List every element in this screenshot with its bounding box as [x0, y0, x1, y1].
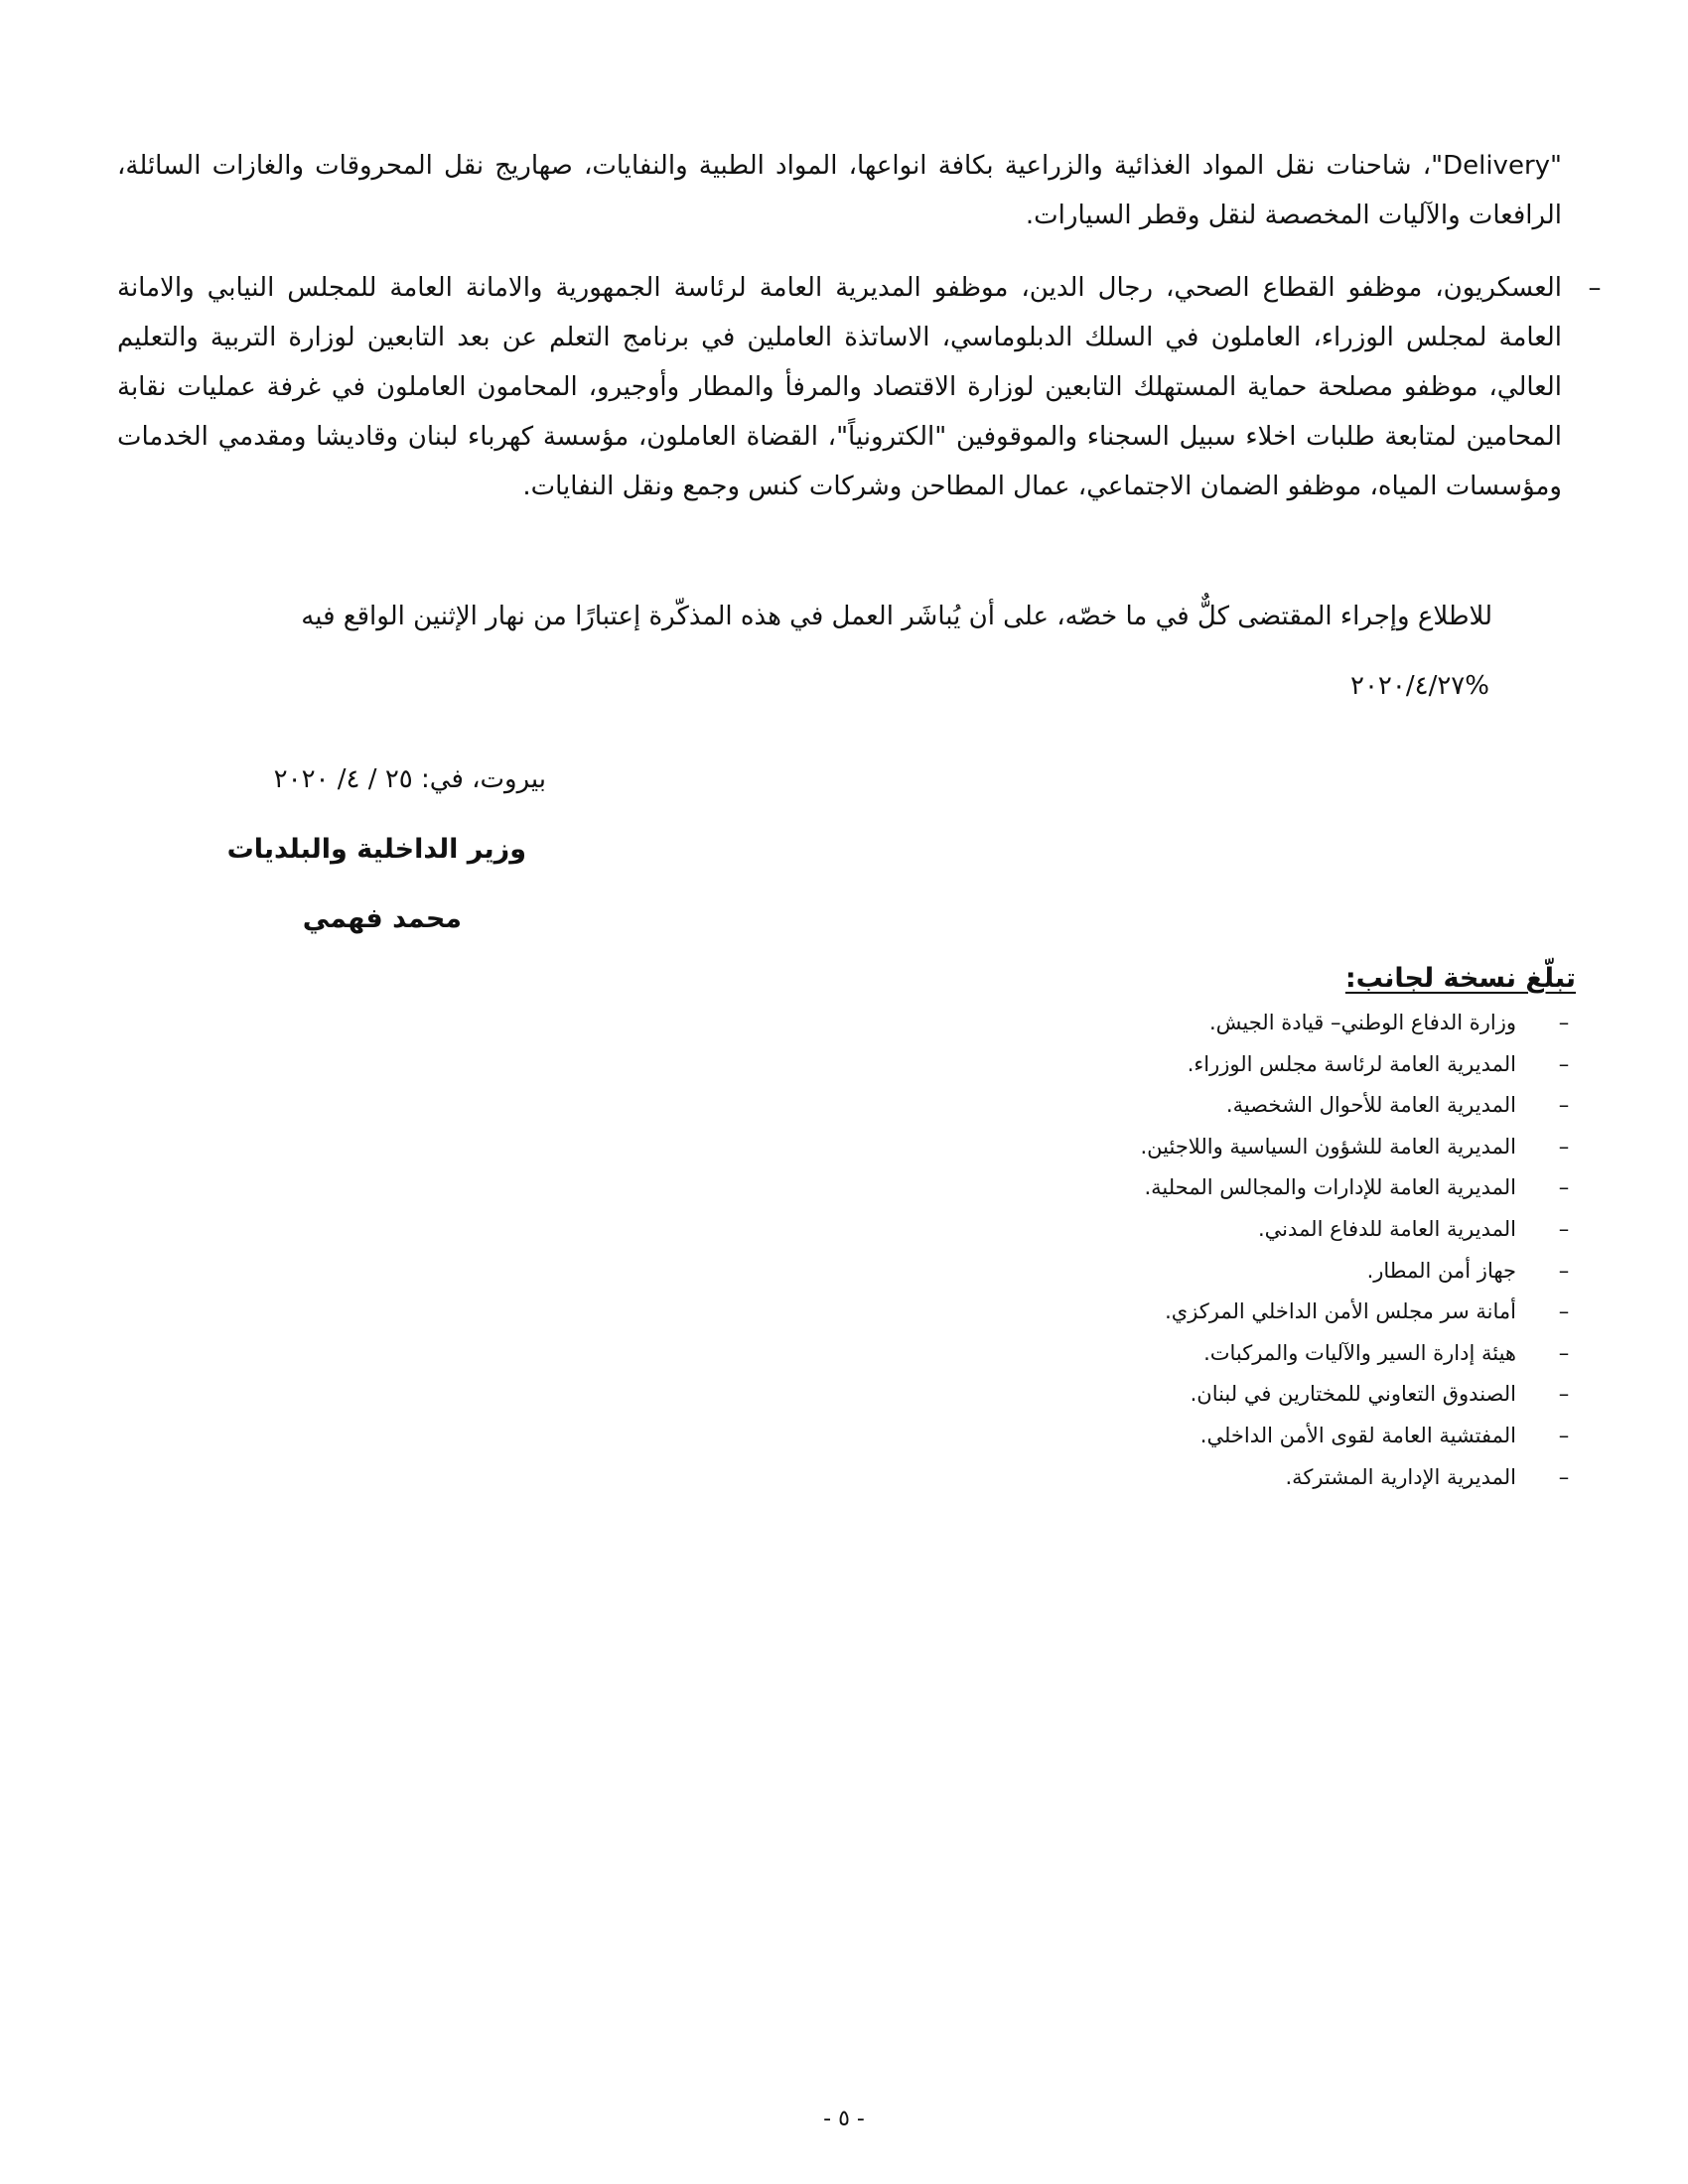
copies-list-item: [1140, 1127, 1576, 1168]
copies-item-text: المديرية العامة للأحوال الشخصية.: [1225, 1093, 1516, 1118]
copies-list-item: [1140, 1374, 1576, 1416]
copies-item-text: المديرية العامة للدفاع المدني.: [1258, 1216, 1516, 1241]
list-dash: –: [1558, 1423, 1570, 1447]
list-dash: –: [1558, 1093, 1570, 1118]
copies-list-item: [1140, 1044, 1576, 1086]
copies-list-item: [1140, 1085, 1576, 1127]
copies-item-text: وزارة الدفاع الوطني– قيادة الجيش.: [1208, 1011, 1516, 1034]
list-dash: –: [1558, 1134, 1570, 1159]
copies-item-text: هيئة إدارة السير والآليات والمركبات.: [1203, 1340, 1516, 1365]
list-dash: –: [1558, 1340, 1570, 1365]
bullet-text: العسكريون، موظفو القطاع الصحي، رجال الدين، موظفو المديرية العامة لرئاسة الجمهورية والامانة العامة للمجلس النيابي والامانة العامة لمجلس الوزراء، العاملون في السلك الدبلوماسي، الاساتذة العاملين في برنامج التعلم عن بعد التابعين لوزارة التربية والتعليم العالي، موظفو مصلحة حماية المستهلك التابعين لوزارة الاقتصاد والمرفأ والمطار وأوجيرو، المحامون العاملون في غرفة عمليات نقابة المحامين لمتابعة طلبات اخلاء سبيل السجناء والموقوفين "الكترونياً"، القضاة العاملون، مؤسسة كهرباء لبنان وقاديشا ومقدمي الخدمات ومؤسسات المياه، موظفو الضمان الاجتماعي، عمال المطاحن وشركات كنس وجمع ونقل النفايات.: [117, 273, 1562, 501]
copies-item-text: المفتشية العامة لقوى الأمن الداخلي.: [1199, 1423, 1516, 1447]
copies-list: [1140, 1003, 1576, 1498]
closing-date: ٢٠٢٠/٤/٢٧%: [1350, 671, 1489, 701]
list-dash: –: [1558, 1175, 1570, 1200]
copies-item-text: الصندوق التعاوني للمختارين في لبنان.: [1190, 1382, 1516, 1407]
list-dash: –: [1558, 1299, 1570, 1324]
copies-list-item: [1140, 1167, 1576, 1209]
copies-item-text: المديرية العامة للإدارات والمجالس المحلية.: [1144, 1175, 1516, 1200]
closing-paragraph: للاطلاع وإجراء المقتضى كلٌّ في ما خصّه، على أن يُباشَر العمل في هذه المذكّرة إعتبارًا من نهار الإثنين الواقع فيه: [301, 602, 1492, 631]
list-dash: –: [1558, 1258, 1570, 1283]
signature-place-date: بيروت، في: ٢٥ / ٤/ ٢٠٢٠: [273, 764, 546, 794]
copies-list-item: [1140, 1416, 1576, 1457]
list-dash: –: [1558, 1051, 1570, 1076]
copies-list-item: [1140, 1251, 1576, 1293]
list-dash: –: [1558, 1382, 1570, 1407]
copies-item-text: المديرية العامة للشؤون السياسية واللاجئين.: [1140, 1134, 1516, 1159]
signature-title: وزير الداخلية والبلديات: [226, 834, 526, 865]
copies-list-item: [1140, 1457, 1576, 1499]
copies-item-text: المديرية العامة لرئاسة مجلس الوزراء.: [1187, 1051, 1516, 1076]
copies-list-item: [1140, 1209, 1576, 1251]
continuation-paragraph: "Delivery"، شاحنات نقل المواد الغذائية والزراعية بكافة انواعها، المواد الطبية والنفايات، صهاريج نقل المحروقات والغازات السائلة، الرافعات والآليات المخصصة لنقل وقطر السيارات.: [117, 151, 1562, 230]
copies-list-item: [1140, 1003, 1576, 1044]
copies-heading: تبلّغ نسخة لجانب:: [1344, 963, 1576, 994]
list-dash: –: [1558, 1464, 1570, 1489]
copies-list-item: [1140, 1333, 1576, 1375]
copies-list-item: [1140, 1292, 1576, 1333]
list-dash: –: [1558, 1216, 1570, 1241]
copies-item-text: أمانة سر مجلس الأمن الداخلي المركزي.: [1165, 1299, 1516, 1324]
page-number: - ٥ -: [823, 2107, 865, 2131]
list-dash: –: [1558, 1011, 1570, 1034]
copies-item-text: المديرية الإدارية المشتركة.: [1285, 1464, 1516, 1489]
copies-item-text: جهاز أمن المطار.: [1366, 1258, 1516, 1283]
bullet-dash: –: [1588, 273, 1602, 303]
bullet-item: [117, 263, 1602, 511]
signature-name: محمد فهمي: [302, 903, 462, 934]
